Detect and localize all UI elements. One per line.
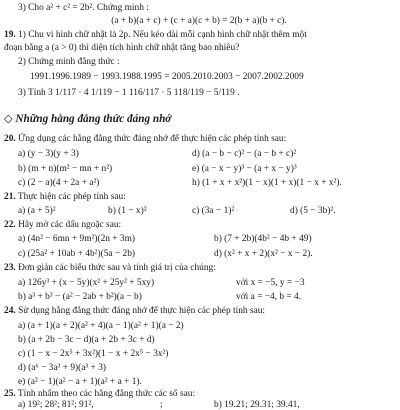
problem-18-part3: 3) Cho a² + c² = 2b². Chứng minh : (18, 3, 149, 13)
problem-22-c: c) (25a² + 10ab + 4b²)(5a − 2b) (18, 249, 136, 259)
problem-24-title: 24. Sử dụng hằng đẳng thức đáng nhớ để thực hiện các phép tính sau: (4, 306, 266, 316)
problem-23-b-values: với a = −4, b = 4. (236, 292, 302, 302)
problem-number: 25. (4, 389, 16, 399)
problem-19-line1: 19. 1) Chu vi hình chữ nhật là 2p. Nếu kéo dài mỗi cạnh hình chữ nhật thêm một (4, 30, 307, 40)
problem-number: 22. (4, 220, 16, 230)
problem-20-e: e) (a − x − y)³ − (a + x − y)³ (192, 164, 297, 174)
problem-22-title: 22. Hãy mở các dấu ngoặc sau: (4, 220, 122, 230)
section-heading: ◇ Những hằng đẳng thức đáng nhớ (4, 113, 172, 125)
problem-21-c: c) (3a − 1)² (192, 206, 235, 216)
problem-20-c: c) (2 − a)(4 + 2a + a²) (18, 178, 100, 188)
problem-23-b: b) a³ + b³ − (a² − 2ab + b²)(a − b) (18, 292, 142, 302)
problem-number: 20. (4, 134, 16, 144)
problem-18-identity: (a + b)(a + c) + (c + a)(c + b) = 2(b + a)(b + c). (111, 16, 287, 26)
problem-23-title: 23. Đơn giản các biểu thức sau và tính giá trị của chúng: (4, 263, 216, 273)
problem-25-separator: ; (160, 400, 163, 410)
problem-number: 23. (4, 263, 16, 273)
problem-24-d: d) (a⁶ − 3a³ + 9)(a³ + 3) (18, 363, 107, 373)
problem-number: 24. (4, 306, 16, 316)
problem-21-a: a) (a + 5)² (18, 206, 56, 216)
problem-19-part3: 3) Tính 3 1/117 · 4 1/119 − 1 116/117 · 5 118/119 − 5/119 . (18, 88, 240, 98)
problem-23-a-values: với x = −5, y = −3 (236, 278, 305, 288)
problem-number: 19. (4, 30, 16, 40)
problem-20-b: b) (m + n)(m² − mn + n²) (18, 164, 113, 174)
problem-22-b: b) (7 + 2b)(4b² − 4b + 49) (214, 234, 312, 244)
problem-20-d: d) (a − b − c)² − (a − b + c)² (192, 149, 297, 159)
problem-21-d: d) (5 − 3b)². (290, 206, 336, 216)
problem-22-d: d) (x² + x + 2)(x² − x − 2). (214, 249, 313, 259)
problem-19-line2: đoạn bằng a (a > 0) thì diện tích hình chữ nhật tăng bao nhiêu? (4, 43, 240, 53)
problem-24-b: b) (a + 2b − 3c − d)(a + 2b + 3c + d) (18, 335, 155, 345)
problem-25-title: 25. Tính nhẩm theo các hằng đẳng thức các số sau: (4, 389, 196, 399)
problem-22-a: a) (4n² − 6mn + 9m²)(2n + 3m) (18, 234, 136, 244)
problem-25-a: a) 19²; 28²; 81²; 91², (18, 400, 94, 410)
problem-24-a: a) (a + 1)(a + 2)(a² + 4)(a − 1)(a² + 1)(a − 2) (18, 321, 184, 331)
problem-20-title: 20. Ứng dụng các hằng đẳng thức đáng nhớ để thực hiện các phép tính sau: (4, 134, 287, 144)
problem-number: 21. (4, 192, 16, 202)
problem-20-h: h) (1 + x + x²)(1 − x)(1 + x)(1 − x + x²). (192, 178, 342, 188)
problem-19-identity: 1991.1996.1989 − 1993.1988.1995 = 2005.2010.2003 − 2007.2002.2009 (30, 72, 304, 82)
problem-21-b: b) (1 − x)² (108, 206, 147, 216)
problem-20-a: a) (y − 3)(y + 3) (18, 149, 79, 159)
problem-23-a: a) 126y³ + (x − 5y)(x² + 25y² + 5xy) (18, 278, 155, 288)
problem-21-title: 21. Thực hiện các phép tính sau: (4, 192, 126, 202)
problem-24-e: e) (a² − 1)(a² − a + 1)(a² + a + 1). (18, 377, 142, 387)
problem-24-c: c) (1 − x − 2x⁵ + 3x²)(1 − x + 2x⁵ − 3x²) (18, 349, 169, 359)
problem-19-part2: 2) Chứng minh đẳng thức : (18, 57, 120, 67)
problem-25-b: b) 19.21; 29.31; 39.41, (214, 400, 300, 410)
